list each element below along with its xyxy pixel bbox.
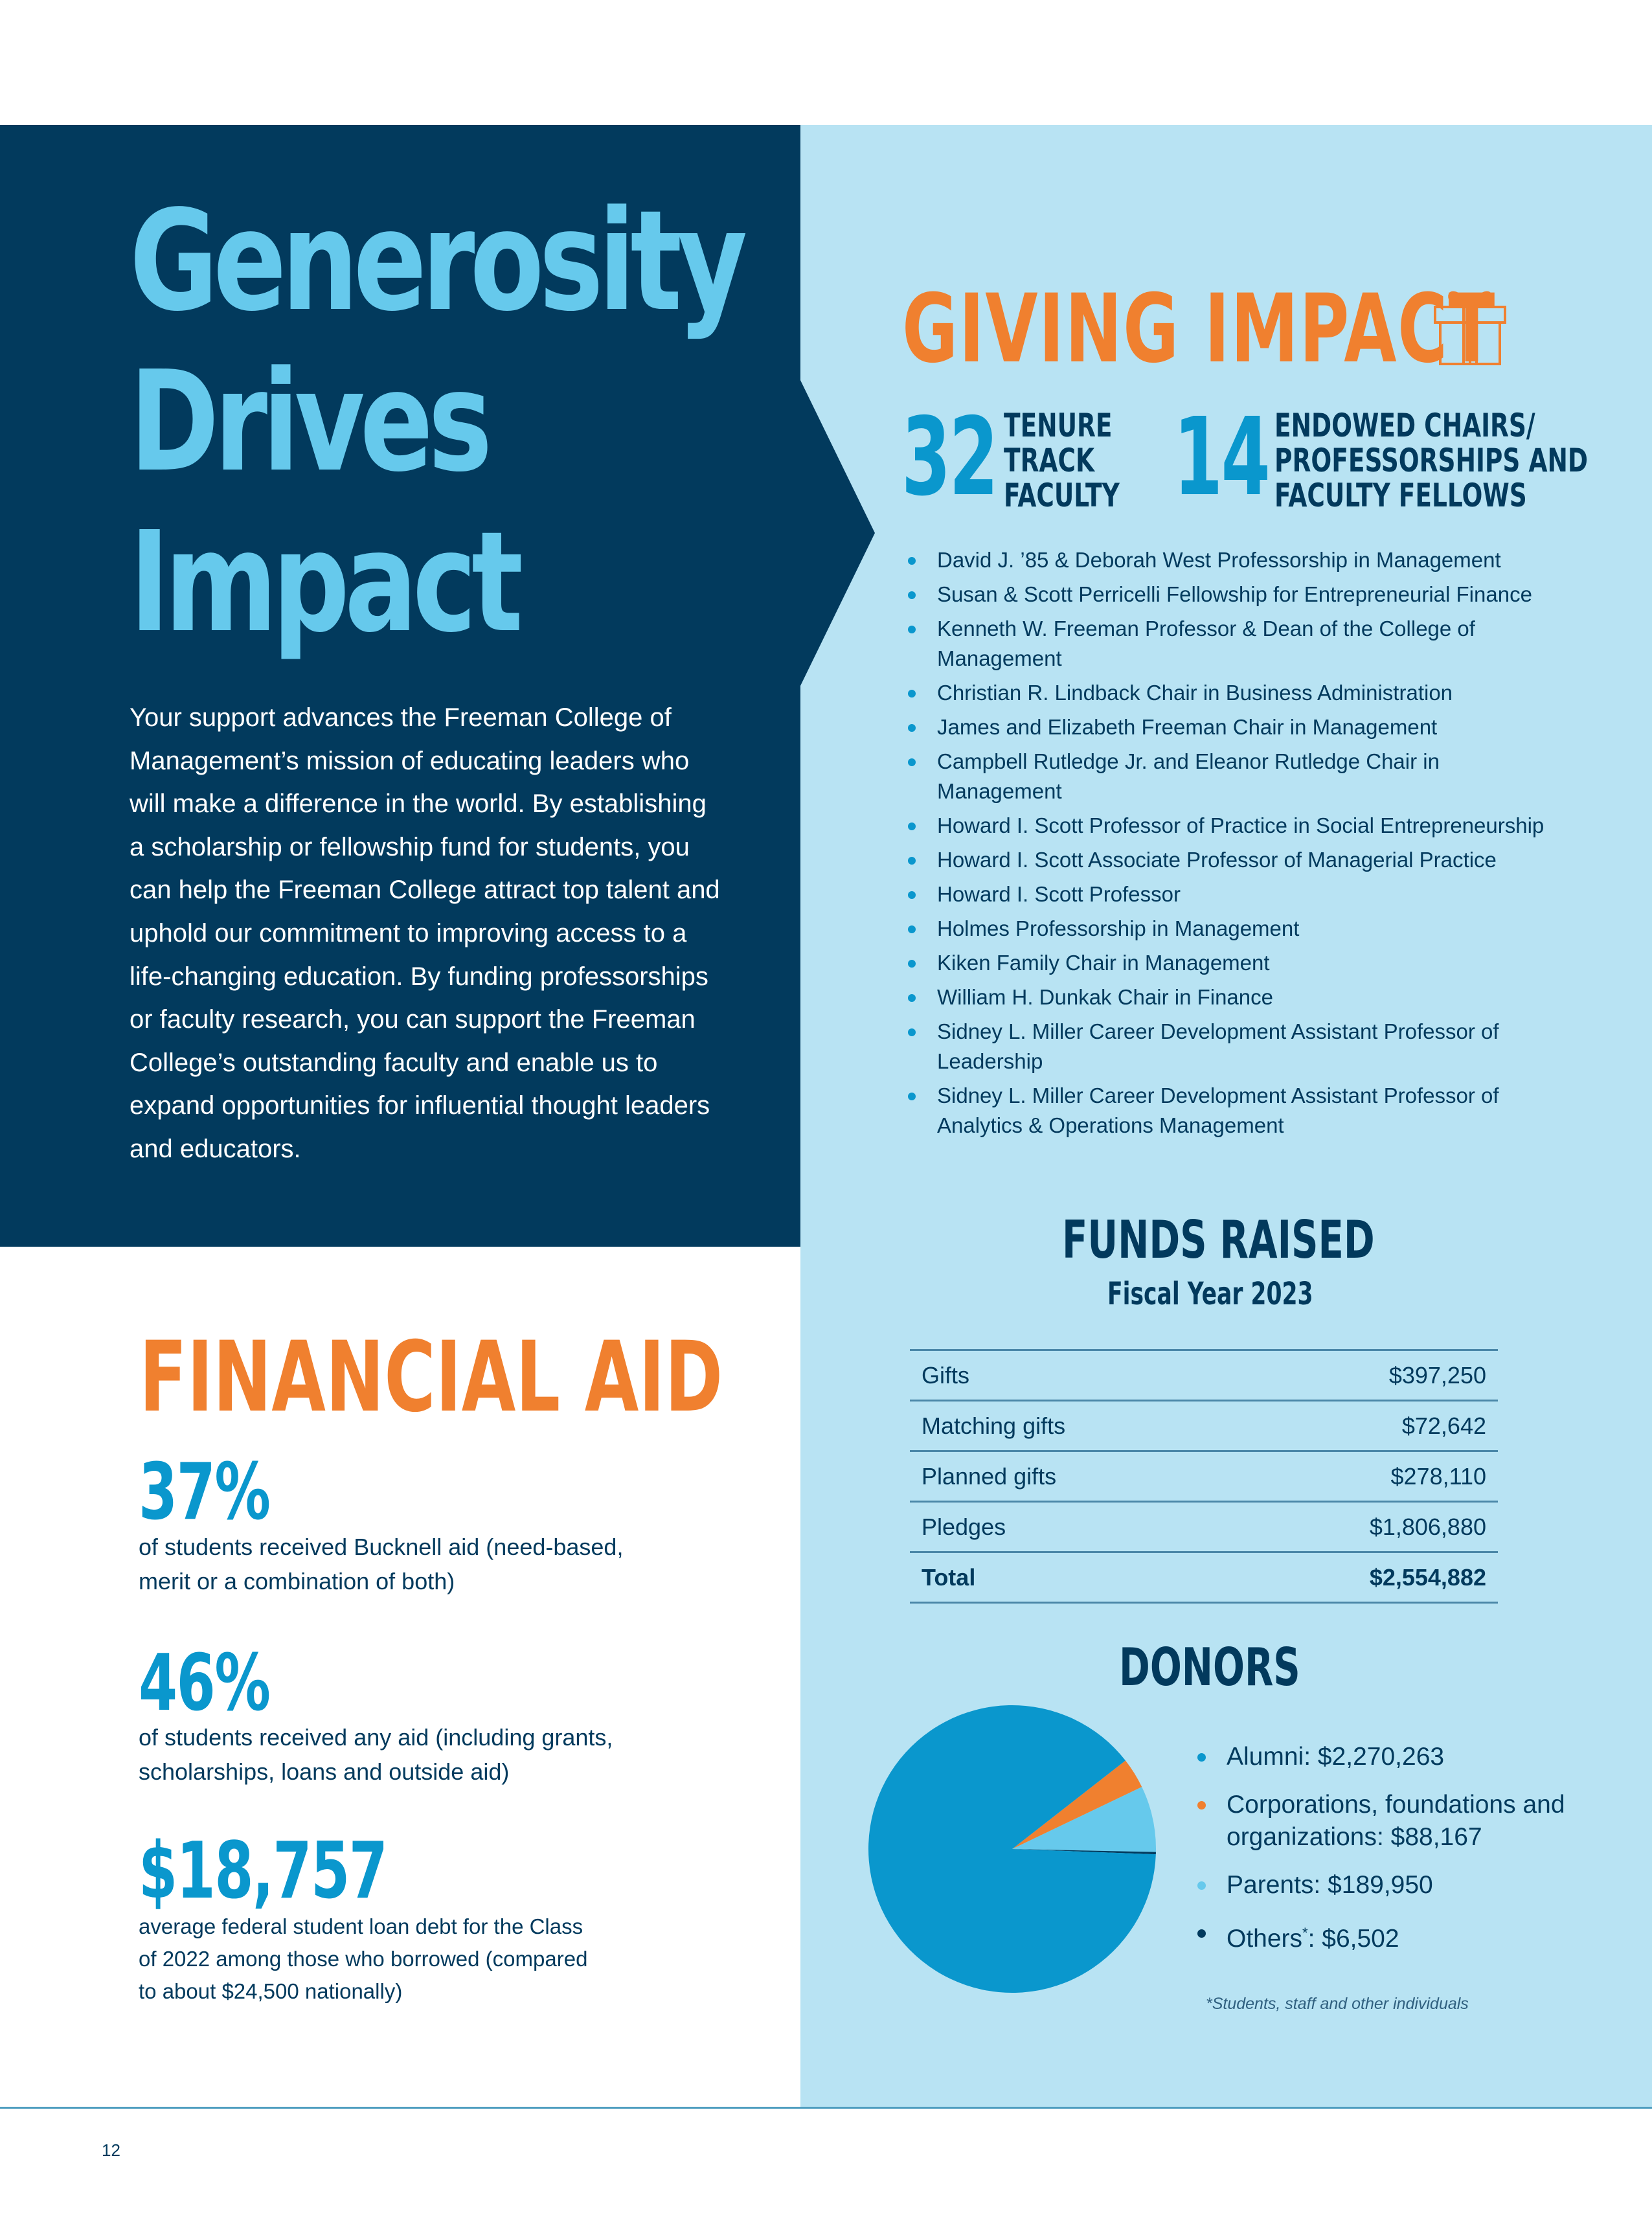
legend-dot <box>1197 1929 1206 1938</box>
funds-table <box>910 1349 1498 1604</box>
legend-dot <box>1197 1753 1206 1762</box>
list-item: Christian R. Lindback Chair in Business Administration <box>903 678 1564 708</box>
aid-stat-value: 46% <box>139 1639 270 1729</box>
aid-stat-desc: average federal student loan debt for the Class of 2022 among those who borrowed (compared to about $24,500 nationally) <box>139 1914 588 2003</box>
row-label: Planned gifts <box>910 1451 1230 1502</box>
panel-arrow <box>799 378 875 688</box>
chairs-count: 14 <box>1173 395 1269 520</box>
legend-item <box>1195 1869 1597 1901</box>
table-row <box>910 1401 1498 1451</box>
donors-title: DONORS <box>1119 1637 1300 1697</box>
list-item: Howard I. Scott Professor of Practice in Social Entrepreneurship <box>903 811 1564 841</box>
row-amount: $397,250 <box>1230 1350 1498 1401</box>
headline-line: Impact <box>130 502 519 663</box>
row-label: Gifts <box>910 1350 1230 1401</box>
legend-label: Others <box>1227 1925 1303 1953</box>
gift-icon <box>1432 281 1508 367</box>
list-item: Sidney L. Miller Career Development Assistant Professor of Leadership <box>903 1017 1564 1076</box>
faculty-label: TENURE TRACK FACULTY <box>1004 407 1120 514</box>
table-row <box>910 1451 1498 1502</box>
row-label: Pledges <box>910 1502 1230 1552</box>
donors-footnote: *Students, staff and other individuals <box>1206 1995 1469 2013</box>
financial-aid-title: FINANCIAL AID <box>139 1321 723 1434</box>
list-item: Kenneth W. Freeman Professor & Dean of the College of Management <box>903 614 1564 674</box>
aid-stat-desc: of students received Bucknell aid (need-based, merit or a combination of both) <box>139 1534 624 1594</box>
list-item: Holmes Professorship in Management <box>903 914 1564 944</box>
row-amount: $278,110 <box>1230 1451 1498 1502</box>
legend-item <box>1195 1789 1597 1854</box>
row-amount: $2,554,882 <box>1230 1552 1498 1603</box>
list-item: Susan & Scott Perricelli Fellowship for Entrepreneurial Finance <box>903 580 1564 609</box>
aid-stat-value: $18,757 <box>139 1826 387 1916</box>
list-item: Howard I. Scott Associate Professor of Managerial Practice <box>903 845 1564 875</box>
legend-item <box>1195 1741 1597 1773</box>
footnote-marker: * <box>1302 1925 1308 1941</box>
legend-item <box>1195 1917 1597 1955</box>
list-item: Howard I. Scott Professor <box>903 879 1564 909</box>
list-item: William H. Dunkak Chair in Finance <box>903 982 1564 1012</box>
legend-dot <box>1197 1801 1206 1810</box>
aid-stat-desc: of students received any aid (including grants, scholarships, loans and outside aid) <box>139 1724 613 1785</box>
footer-rule <box>0 2107 1652 2109</box>
list-item: Sidney L. Miller Career Development Assistant Professor of Analytics & Operations Management <box>903 1081 1564 1140</box>
aid-stat-value: 37% <box>139 1447 270 1537</box>
table-row <box>910 1502 1498 1552</box>
table-row <box>910 1350 1498 1401</box>
funds-raised-subtitle: Fiscal Year 2023 <box>1107 1276 1313 1312</box>
row-label: Total <box>910 1552 1230 1603</box>
headline-line: Drives <box>130 341 488 503</box>
intro-paragraph: Your support advances the Freeman College of Management’s mission of educating leaders who will make a difference in the world. By establishing a scholarship or fellowship fund for students, you can help the Freeman College attract top talent and uphold our commitment to improving access to a life-changing education. By funding professorships or faculty research, you can support the Freeman College’s outstanding faculty and enable us to expand opportunities for influential thought leaders and educators. <box>130 703 720 1163</box>
faculty-count: 32 <box>901 395 997 520</box>
chairs-label: ENDOWED CHAIRS/ PROFESSORSHIPS AND FACULTY FELLOWS <box>1274 407 1588 514</box>
funds-raised-title: FUNDS RAISED <box>1062 1210 1375 1270</box>
page-number: 12 <box>102 2140 120 2160</box>
list-item: James and Elizabeth Freeman Chair in Management <box>903 712 1564 742</box>
row-amount: $72,642 <box>1230 1401 1498 1451</box>
row-label: Matching gifts <box>910 1401 1230 1451</box>
legend-label: : $6,502 <box>1307 1925 1399 1953</box>
list-item: David J. ’85 & Deborah West Professorship in Management <box>903 545 1564 575</box>
donors-legend <box>1195 1741 1597 1971</box>
legend-dot <box>1197 1881 1206 1890</box>
list-item: Kiken Family Chair in Management <box>903 948 1564 978</box>
donors-pie-chart <box>866 1703 1158 1995</box>
headline-line: Generosity <box>130 181 743 342</box>
headline <box>130 181 743 663</box>
table-row-total <box>910 1552 1498 1603</box>
legend-label: Alumni: $2,270,263 <box>1227 1743 1445 1771</box>
giving-impact-title: GIVING IMPACT <box>902 274 1496 384</box>
legend-label: Corporations, foundations and organizations: $88,167 <box>1227 1791 1565 1851</box>
chairs-list <box>903 545 1564 1145</box>
list-item: Campbell Rutledge Jr. and Eleanor Rutledge Chair in Management <box>903 747 1564 806</box>
legend-label: Parents: $189,950 <box>1227 1871 1433 1899</box>
row-amount: $1,806,880 <box>1230 1502 1498 1552</box>
